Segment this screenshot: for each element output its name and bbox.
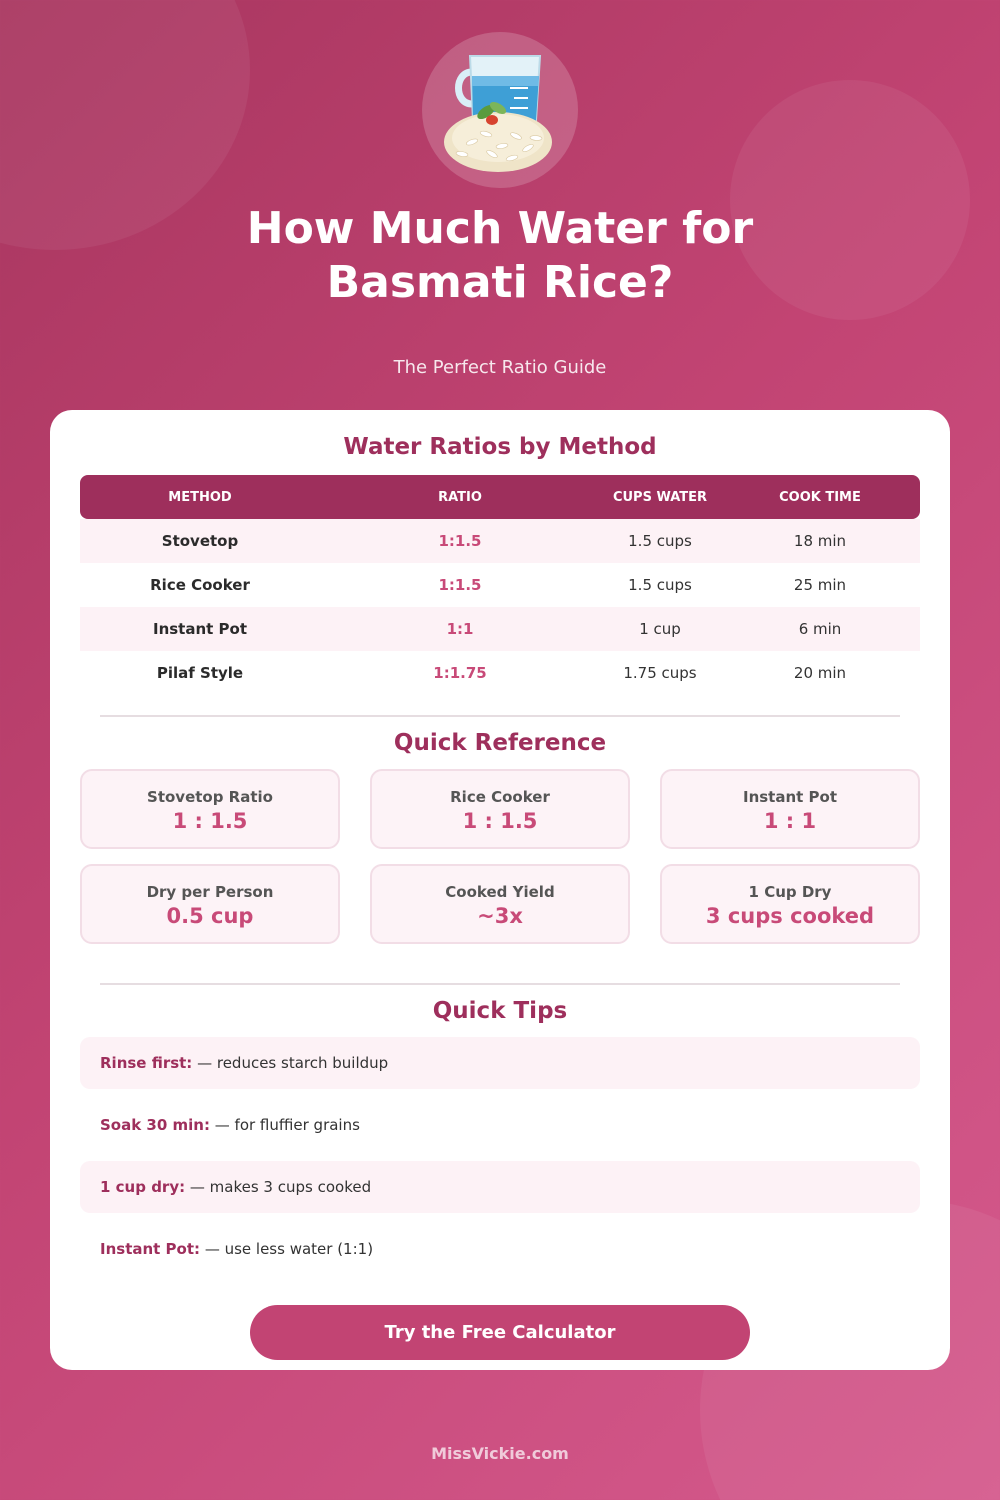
reference-value: 0.5 cup bbox=[166, 904, 254, 928]
tip-key: 1 cup dry: bbox=[100, 1178, 186, 1196]
ratio-cell: 1:1.5 bbox=[438, 532, 482, 550]
reference-card bbox=[80, 864, 340, 944]
tip-item bbox=[80, 1223, 920, 1275]
reference-card bbox=[370, 864, 630, 944]
column-header-ratio: RATIO bbox=[438, 489, 482, 505]
tip-text: — use less water (1:1) bbox=[204, 1240, 374, 1258]
table-row bbox=[80, 563, 920, 607]
reference-label: Dry per Person bbox=[146, 883, 274, 901]
reference-label: 1 Cup Dry bbox=[748, 883, 832, 901]
reference-value: 1 : 1 bbox=[763, 809, 817, 833]
rice-and-water-jug-icon bbox=[432, 42, 568, 178]
reference-value: 1 : 1.5 bbox=[462, 809, 538, 833]
cups-water-cell: 1.75 cups bbox=[623, 664, 697, 682]
reference-label: Rice Cooker bbox=[450, 788, 550, 806]
reference-label: Instant Pot bbox=[742, 788, 838, 806]
tip-item bbox=[80, 1161, 920, 1213]
table-row bbox=[80, 607, 920, 651]
reference-value: ~3x bbox=[477, 904, 523, 928]
table-row bbox=[80, 651, 920, 695]
section-divider bbox=[100, 983, 900, 985]
page-subtitle: The Perfect Ratio Guide bbox=[393, 357, 607, 378]
reference-card bbox=[660, 769, 920, 849]
column-header-method: METHOD bbox=[168, 489, 232, 505]
quick-tips-title: Quick Tips bbox=[432, 998, 568, 1024]
cups-water-cell: 1 cup bbox=[639, 620, 681, 638]
tip-text: — reduces starch buildup bbox=[197, 1054, 389, 1072]
reference-label: Cooked Yield bbox=[445, 883, 555, 901]
ratios-table bbox=[80, 475, 920, 695]
section-divider bbox=[100, 715, 900, 717]
reference-label: Stovetop Ratio bbox=[147, 788, 273, 806]
reference-card bbox=[80, 769, 340, 849]
cups-water-cell: 1.5 cups bbox=[628, 576, 692, 594]
page-title bbox=[0, 202, 1000, 310]
ratio-cell: 1:1 bbox=[446, 620, 474, 638]
column-header-cups-water: CUPS WATER bbox=[612, 489, 708, 505]
site-footer-link[interactable]: MissVickie.com bbox=[431, 1444, 569, 1463]
method-cell: Rice Cooker bbox=[150, 576, 250, 594]
quick-reference-title: Quick Reference bbox=[393, 730, 607, 756]
tip-item bbox=[80, 1099, 920, 1151]
method-cell: Stovetop bbox=[161, 532, 239, 550]
tip-key: Soak 30 min: bbox=[100, 1116, 210, 1134]
title-line: Basmati Rice? bbox=[326, 257, 674, 308]
reference-card bbox=[660, 864, 920, 944]
cook-time-cell: 6 min bbox=[798, 620, 842, 638]
cups-water-cell: 1.5 cups bbox=[628, 532, 692, 550]
tip-item bbox=[80, 1037, 920, 1089]
reference-value: 1 : 1.5 bbox=[172, 809, 248, 833]
cook-time-cell: 18 min bbox=[793, 532, 847, 550]
tip-key: Instant Pot: bbox=[100, 1240, 201, 1258]
ratio-cell: 1:1.5 bbox=[438, 576, 482, 594]
tip-text: — makes 3 cups cooked bbox=[189, 1178, 372, 1196]
table-header bbox=[80, 475, 920, 519]
cook-time-cell: 25 min bbox=[793, 576, 847, 594]
method-cell: Instant Pot bbox=[152, 620, 248, 638]
title-line: How Much Water for bbox=[246, 203, 754, 254]
tip-text: — for fluffier grains bbox=[214, 1116, 360, 1134]
column-header-cook-time: COOK TIME bbox=[779, 489, 861, 505]
ratios-section-title: Water Ratios by Method bbox=[343, 434, 657, 460]
table-row bbox=[80, 519, 920, 563]
guide-card bbox=[50, 410, 950, 1370]
cook-time-cell: 20 min bbox=[793, 664, 847, 682]
ratio-cell: 1:1.75 bbox=[433, 664, 487, 682]
tip-key: Rinse first: bbox=[100, 1054, 193, 1072]
reference-card bbox=[370, 769, 630, 849]
reference-value: 3 cups cooked bbox=[705, 904, 875, 928]
free-calculator-button[interactable]: Try the Free Calculator bbox=[250, 1305, 750, 1360]
method-cell: Pilaf Style bbox=[156, 664, 244, 682]
